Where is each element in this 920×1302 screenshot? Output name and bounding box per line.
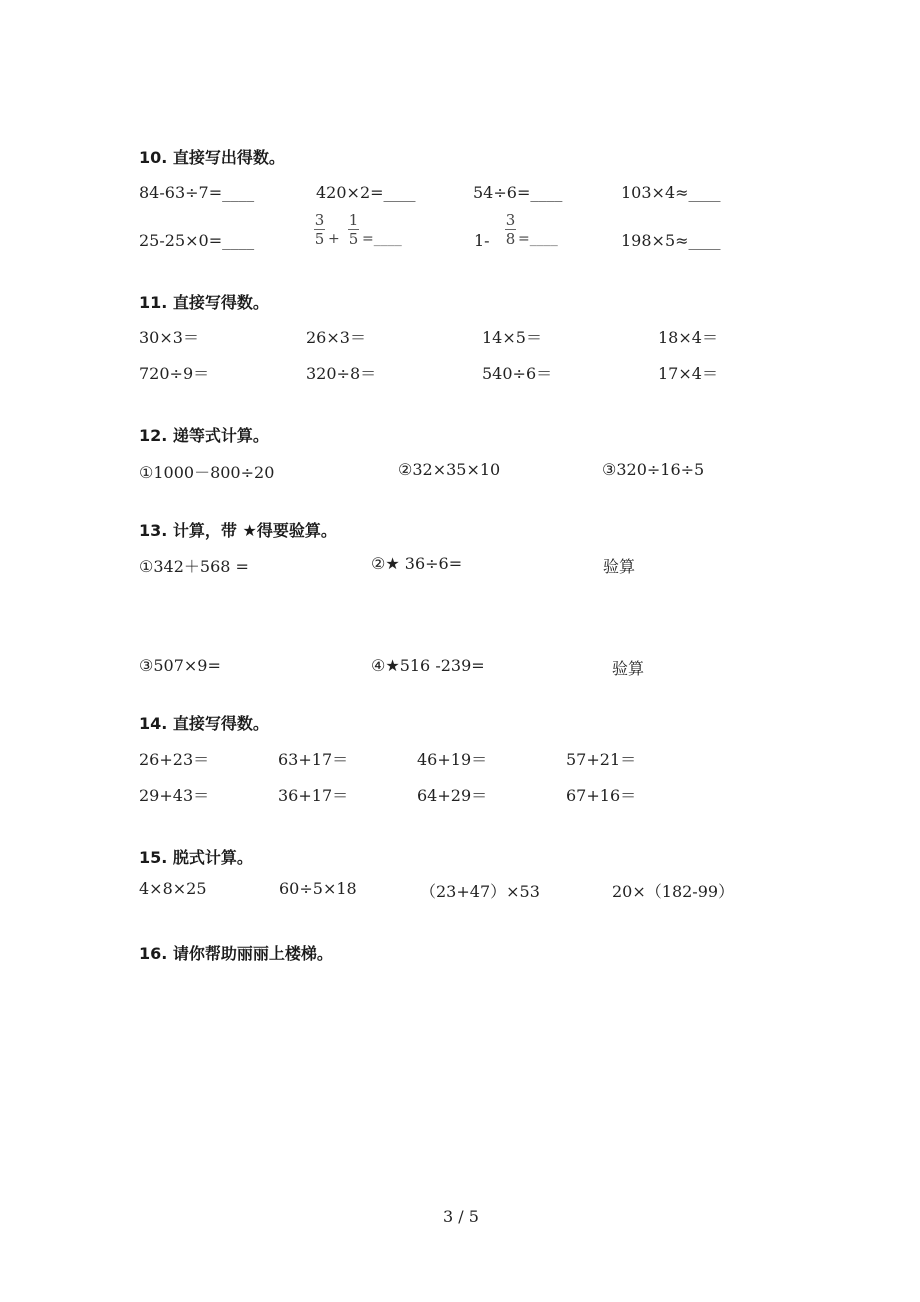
q10-item-7-prefix: 1-: [474, 231, 490, 250]
fraction-numerator: 3: [314, 211, 325, 229]
fraction-denominator: 5: [348, 230, 359, 248]
q13-title: 13. 计算，带 ★得要验算。: [139, 521, 337, 540]
q10-fraction-3-5: [314, 212, 325, 247]
q11-item-4: 18×4＝: [658, 328, 718, 347]
q15-item-4: 20×（182-99）: [612, 882, 735, 901]
q10-fraction-3-8: [505, 212, 516, 247]
q10-fraction-1-5: [348, 212, 359, 247]
q11-item-3: 14×5＝: [482, 328, 542, 347]
q15-item-3: （23+47）×53: [420, 882, 540, 901]
q12-item-1: ①1000－800÷20: [139, 463, 275, 482]
q11-item-6: 320÷8＝: [306, 364, 377, 383]
q11-item-1: 30×3＝: [139, 328, 199, 347]
q11-item-2: 26×3＝: [306, 328, 366, 347]
q10-title: 10. 直接写出得数。: [139, 148, 285, 167]
fraction-numerator: 1: [348, 211, 359, 229]
q14-item-1: 26+23＝: [139, 750, 210, 769]
q14-item-6: 36+17＝: [278, 786, 349, 805]
q14-item-8: 67+16＝: [566, 786, 637, 805]
q13-check-label-2: 验算: [612, 659, 645, 678]
q13-check-label-1: 验算: [603, 557, 636, 576]
q12-item-2: ②32×35×10: [398, 460, 501, 479]
q10-item-3: 54÷6=____: [473, 183, 563, 202]
q14-item-7: 64+29＝: [417, 786, 488, 805]
q10-item-4: 103×4≈____: [621, 183, 721, 202]
q14-item-4: 57+21＝: [566, 750, 637, 769]
q14-item-3: 46+19＝: [417, 750, 488, 769]
q11-item-8: 17×4＝: [658, 364, 718, 383]
q13-item-1: ①342＋568 =: [139, 557, 249, 576]
answer-blank: =____: [362, 231, 402, 247]
q11-item-5: 720÷9＝: [139, 364, 210, 383]
q10-item-2: 420×2=____: [316, 183, 416, 202]
q14-item-2: 63+17＝: [278, 750, 349, 769]
q14-item-5: 29+43＝: [139, 786, 210, 805]
q16-title: 16. 请你帮助丽丽上楼梯。: [139, 944, 333, 963]
q11-item-7: 540÷6＝: [482, 364, 553, 383]
q11-title: 11. 直接写得数。: [139, 293, 269, 312]
q10-item-8: 198×5≈____: [621, 231, 721, 250]
q15-title: 15. 脱式计算。: [139, 848, 253, 867]
page-number: 3 / 5: [443, 1207, 479, 1226]
fraction-denominator: 8: [505, 230, 516, 248]
q10-item-5: 25-25×0=____: [139, 231, 255, 250]
q12-title: 12. 递等式计算。: [139, 426, 269, 445]
q12-item-3: ③320÷16÷5: [602, 460, 705, 479]
q15-item-1: 4×8×25: [139, 879, 207, 898]
q13-item-2: ②★ 36÷6=: [371, 554, 463, 573]
q13-item-3: ③507×9=: [139, 656, 221, 675]
q10-item-1: 84-63÷7=____: [139, 183, 255, 202]
fraction-denominator: 5: [314, 230, 325, 248]
answer-blank: =____: [518, 231, 558, 247]
plus-sign: +: [328, 231, 340, 247]
q14-title: 14. 直接写得数。: [139, 714, 269, 733]
fraction-numerator: 3: [505, 211, 516, 229]
q13-item-4: ④★516 -239=: [371, 656, 485, 675]
q15-item-2: 60÷5×18: [279, 879, 357, 898]
